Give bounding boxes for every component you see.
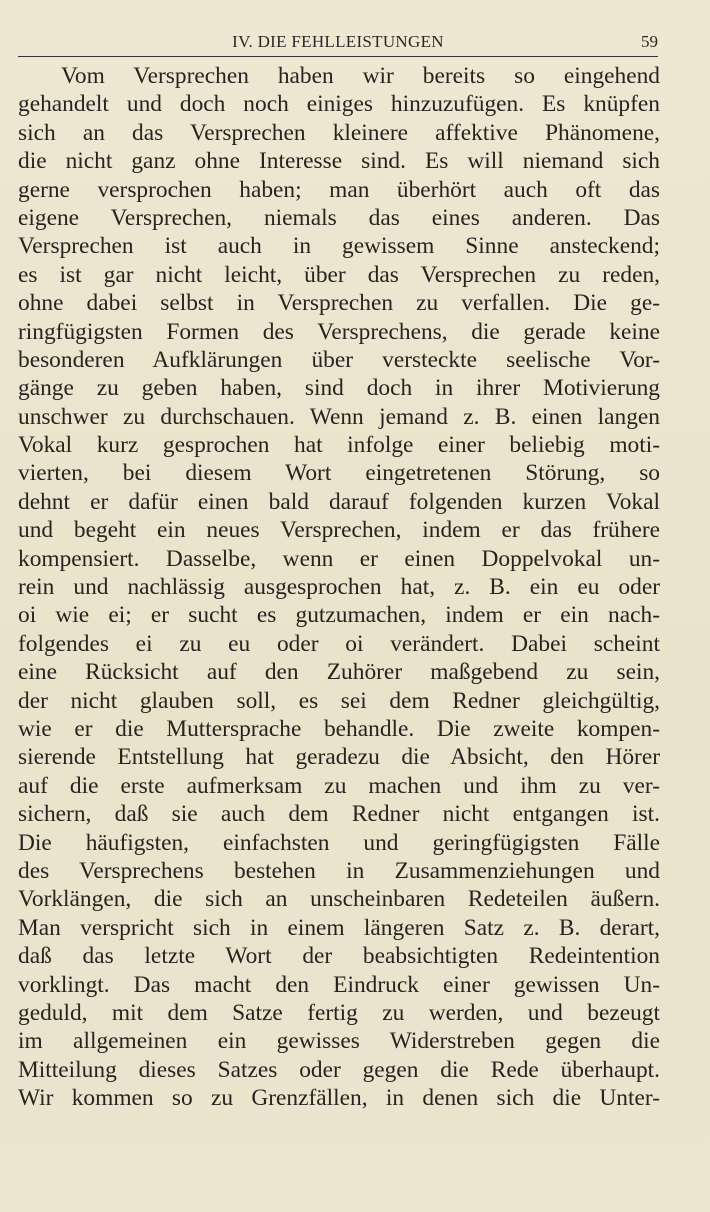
text-line: vorklingt. Das macht den Eindruck einer gewissen Un-: [18, 971, 660, 998]
text-line: sierende Entstellung hat geradezu die Absicht, den Hörer: [18, 744, 660, 771]
text-line: folgendes ei zu eu oder oi verändert. Dabei scheint: [18, 630, 660, 657]
text-line: Die häufigsten, einfachsten und geringfügigsten Fälle: [18, 829, 660, 856]
page-header: [18, 30, 658, 54]
text-line: Vorklängen, die sich an unscheinbaren Redeteilen äußern.: [18, 886, 660, 913]
text-line: besonderen Aufklärungen über versteckte seelische Vor-: [18, 346, 660, 373]
text-line: gehandelt und doch noch einiges hinzuzufügen. Es knüpfen: [18, 91, 660, 118]
text-line: im allgemeinen ein gewisses Widerstreben gegen die: [18, 1028, 660, 1055]
text-line: Vokal kurz gesprochen hat infolge einer beliebig moti-: [18, 432, 660, 459]
text-line: daß das letzte Wort der beabsichtigten Redeintention: [18, 943, 660, 970]
text-line: dehnt er dafür einen bald darauf folgenden kurzen Vokal: [18, 488, 660, 515]
text-line: auf die erste aufmerksam zu machen und ihm zu ver-: [18, 772, 660, 799]
page-number: 59: [641, 32, 658, 51]
running-head: IV. DIE FEHLLEISTUNGEN: [232, 32, 444, 51]
text-line: Mitteilung dieses Satzes oder gegen die Rede überhaupt.: [18, 1056, 660, 1083]
text-line: unschwer zu durchschauen. Wenn jemand z. B. einen langen: [18, 403, 660, 430]
text-line: Vom Versprechen haben wir bereits so eingehend: [61, 63, 660, 89]
text-line: der nicht glauben soll, es sei dem Redner gleichgültig,: [18, 687, 660, 714]
text-line: ohne dabei selbst in Versprechen zu verfallen. Die ge-: [18, 290, 660, 317]
text-line: ringfügigsten Formen des Versprechens, die gerade keine: [18, 318, 660, 345]
text-line: rein und nachlässig ausgesprochen hat, z. B. ein eu oder: [18, 574, 660, 601]
text-line: gänge zu geben haben, sind doch in ihrer Motivierung: [18, 375, 660, 402]
text-line: Versprechen ist auch in gewissem Sinne ansteckend;: [18, 233, 660, 260]
text-line: des Versprechens bestehen in Zusammenziehungen und: [18, 857, 660, 884]
text-line: gerne versprochen haben; man überhört auch oft das: [18, 176, 660, 203]
text-line: es ist gar nicht leicht, über das Versprechen zu reden,: [18, 261, 660, 288]
text-line: sich an das Versprechen kleinere affektive Phänomene,: [18, 119, 660, 146]
text-line: kompensiert. Dasselbe, wenn er einen Doppelvokal un-: [18, 545, 660, 572]
text-line: vierten, bei diesem Wort eingetretenen Störung, so: [18, 460, 660, 487]
text-line: eine Rücksicht auf den Zuhörer maßgebend zu sein,: [18, 659, 660, 686]
text-line: wie er die Muttersprache behandle. Die zweite kompen-: [18, 715, 660, 742]
text-line: sichern, daß sie auch dem Redner nicht entgangen ist.: [18, 801, 660, 828]
text-line: die nicht ganz ohne Interesse sind. Es will niemand sich: [18, 148, 660, 175]
text-line: Wir kommen so zu Grenzfällen, in denen sich die Unter-: [18, 1085, 660, 1112]
text-line: eigene Versprechen, niemals das eines anderen. Das: [18, 204, 660, 231]
text-line: oi wie ei; er sucht es gutzumachen, indem er ein nach-: [18, 602, 660, 629]
body-text: [18, 62, 660, 1112]
header-rule: [18, 56, 658, 57]
text-line: und begeht ein neues Versprechen, indem er das frühere: [18, 517, 660, 544]
text-line: geduld, mit dem Satze fertig zu werden, und bezeugt: [18, 999, 660, 1026]
text-line: Man verspricht sich in einem längeren Satz z. B. derart,: [18, 914, 660, 941]
